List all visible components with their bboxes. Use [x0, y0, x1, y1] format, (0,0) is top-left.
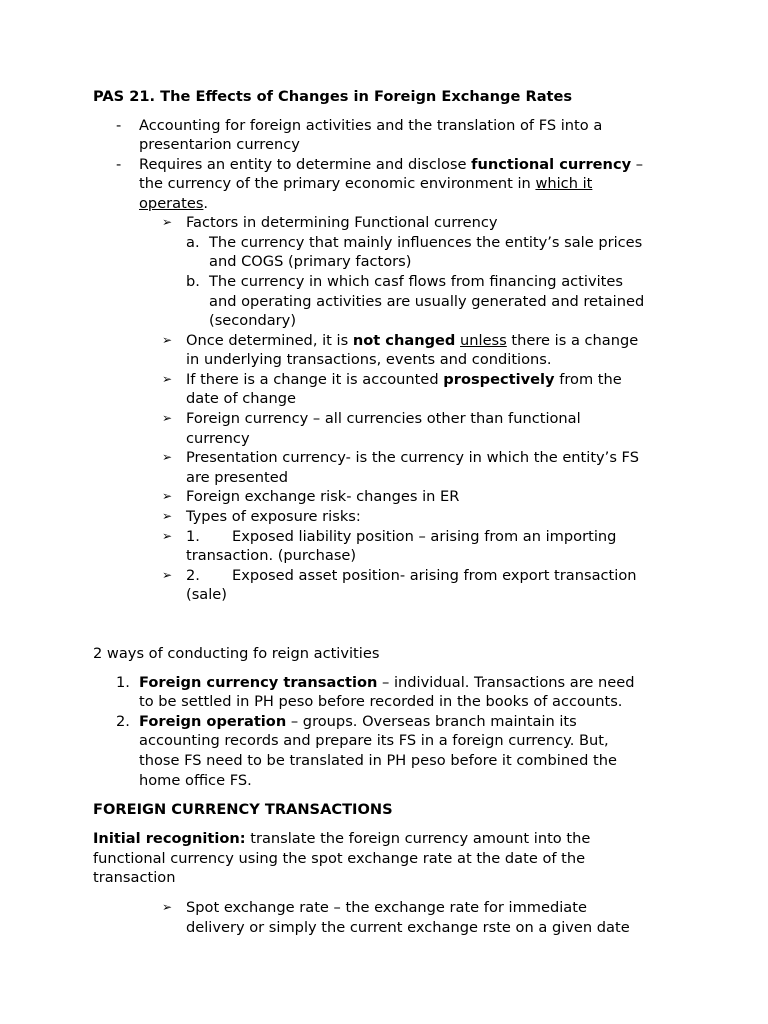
dash-item-text-line: Accounting for foreign activities and the translation of FS into a — [139, 117, 603, 134]
dash-marker: - — [116, 117, 122, 134]
item-text-line: accounting records and prepare its FS in a foreign currency. But, — [139, 732, 609, 749]
factor-text-line: and operating activities are usually generated and retained — [209, 293, 645, 310]
text-run: – — [631, 156, 644, 173]
dash-item-text-line — [139, 174, 592, 194]
arrow-bullet-icon: ➢ — [162, 411, 173, 425]
dash-item-text-line: presentarion currency — [139, 136, 300, 153]
list-marker: 1. — [116, 674, 130, 691]
item-text-line: date of change — [186, 390, 296, 407]
item-text-line: delivery or simply the current exchange rste on a given date — [186, 919, 630, 936]
list-marker: 2. — [186, 567, 200, 584]
underlined-text: which it — [535, 175, 593, 192]
item-text-line: Exposed asset position- arising from export transaction — [232, 567, 637, 584]
ways-heading: 2 ways of conducting fo reign activities — [93, 645, 380, 662]
arrow-bullet-icon: ➢ — [162, 489, 173, 503]
list-marker: 1. — [186, 528, 200, 545]
item-text-line: in underlying transactions, events and conditions. — [186, 351, 552, 368]
arrow-bullet-icon: ➢ — [162, 215, 173, 229]
underlined-text: unless — [460, 332, 507, 349]
bold-term-foreign-currency-transaction: Foreign currency transaction — [139, 674, 378, 691]
item-text-line: those FS need to be translated in PH peso before it combined the — [139, 752, 617, 769]
bold-term-foreign-operation: Foreign operation — [139, 713, 287, 730]
item-text-line: Foreign currency – all currencies other than functional — [186, 410, 581, 427]
paragraph-line: functional currency using the spot exchange rate at the date of the — [93, 850, 586, 867]
item-text-line: Types of exposure risks: — [186, 508, 361, 525]
item-text-line — [139, 673, 635, 693]
bold-term-not-changed: not changed — [352, 332, 456, 349]
text-run: . — [203, 195, 209, 212]
list-marker: 2. — [116, 713, 130, 730]
arrow-bullet-icon: ➢ — [162, 372, 173, 386]
underlined-text: operates — [139, 195, 204, 212]
arrow-bullet-icon: ➢ — [162, 450, 173, 464]
paragraph-line — [93, 829, 590, 849]
section-heading-foreign-currency-transactions: FOREIGN CURRENCY TRANSACTIONS — [93, 801, 393, 818]
text-run: translate the foreign currency amount into the — [245, 830, 591, 847]
arrow-bullet-icon: ➢ — [162, 509, 173, 523]
item-text-line: transaction. (purchase) — [186, 547, 357, 564]
bold-term-prospectively: prospectively — [443, 371, 555, 388]
text-run: from the — [554, 371, 622, 388]
dash-marker: - — [116, 156, 122, 173]
text-run: If there is a change it is accounted — [186, 371, 444, 388]
factor-text-line: (secondary) — [209, 312, 297, 329]
text-run: – individual. Transactions are need — [377, 674, 635, 691]
arrow-bullet-icon: ➢ — [162, 529, 173, 543]
item-text-line — [139, 712, 577, 732]
item-text-line: Presentation currency- is the currency in which the entity’s FS — [186, 449, 639, 466]
dash-item-text-line — [139, 194, 208, 214]
item-text-line — [186, 370, 622, 390]
list-marker: a. — [186, 234, 200, 251]
factors-heading: Factors in determining Functional currency — [186, 214, 498, 231]
bold-term-functional-currency: functional currency — [471, 156, 632, 173]
text-run: there is a change — [506, 332, 639, 349]
item-text-line — [186, 331, 638, 351]
factor-text-line: and COGS (primary factors) — [209, 253, 412, 270]
item-text-line: Spot exchange rate – the exchange rate for immediate — [186, 899, 587, 916]
text-run: Once determined, it is — [186, 332, 353, 349]
text-run: the currency of the primary economic environment in — [139, 175, 536, 192]
item-text-line: (sale) — [186, 586, 227, 603]
item-text-line: currency — [186, 430, 250, 447]
bold-term-initial-recognition: Initial recognition: — [93, 830, 246, 847]
text-run: – groups. Overseas branch maintain its — [286, 713, 577, 730]
arrow-bullet-icon: ➢ — [162, 900, 173, 914]
item-text-line: to be settled in PH peso before recorded in the books of accounts. — [139, 693, 623, 710]
item-text-line: Foreign exchange risk- changes in ER — [186, 488, 460, 505]
document-title: PAS 21. The Effects of Changes in Foreign Exchange Rates — [93, 88, 573, 105]
factor-text-line: The currency in which casf flows from financing activites — [209, 273, 623, 290]
item-text-line: home office FS. — [139, 772, 252, 789]
dash-item-text-line — [139, 155, 643, 175]
item-text-line: are presented — [186, 469, 288, 486]
paragraph-line: transaction — [93, 869, 176, 886]
text-run: Requires an entity to determine and disclose — [139, 156, 472, 173]
arrow-bullet-icon: ➢ — [162, 568, 173, 582]
item-text-line: Exposed liability position – arising from an importing — [232, 528, 617, 545]
arrow-bullet-icon: ➢ — [162, 333, 173, 347]
list-marker: b. — [186, 273, 200, 290]
factor-text-line: The currency that mainly influences the entity’s sale prices — [209, 234, 643, 251]
